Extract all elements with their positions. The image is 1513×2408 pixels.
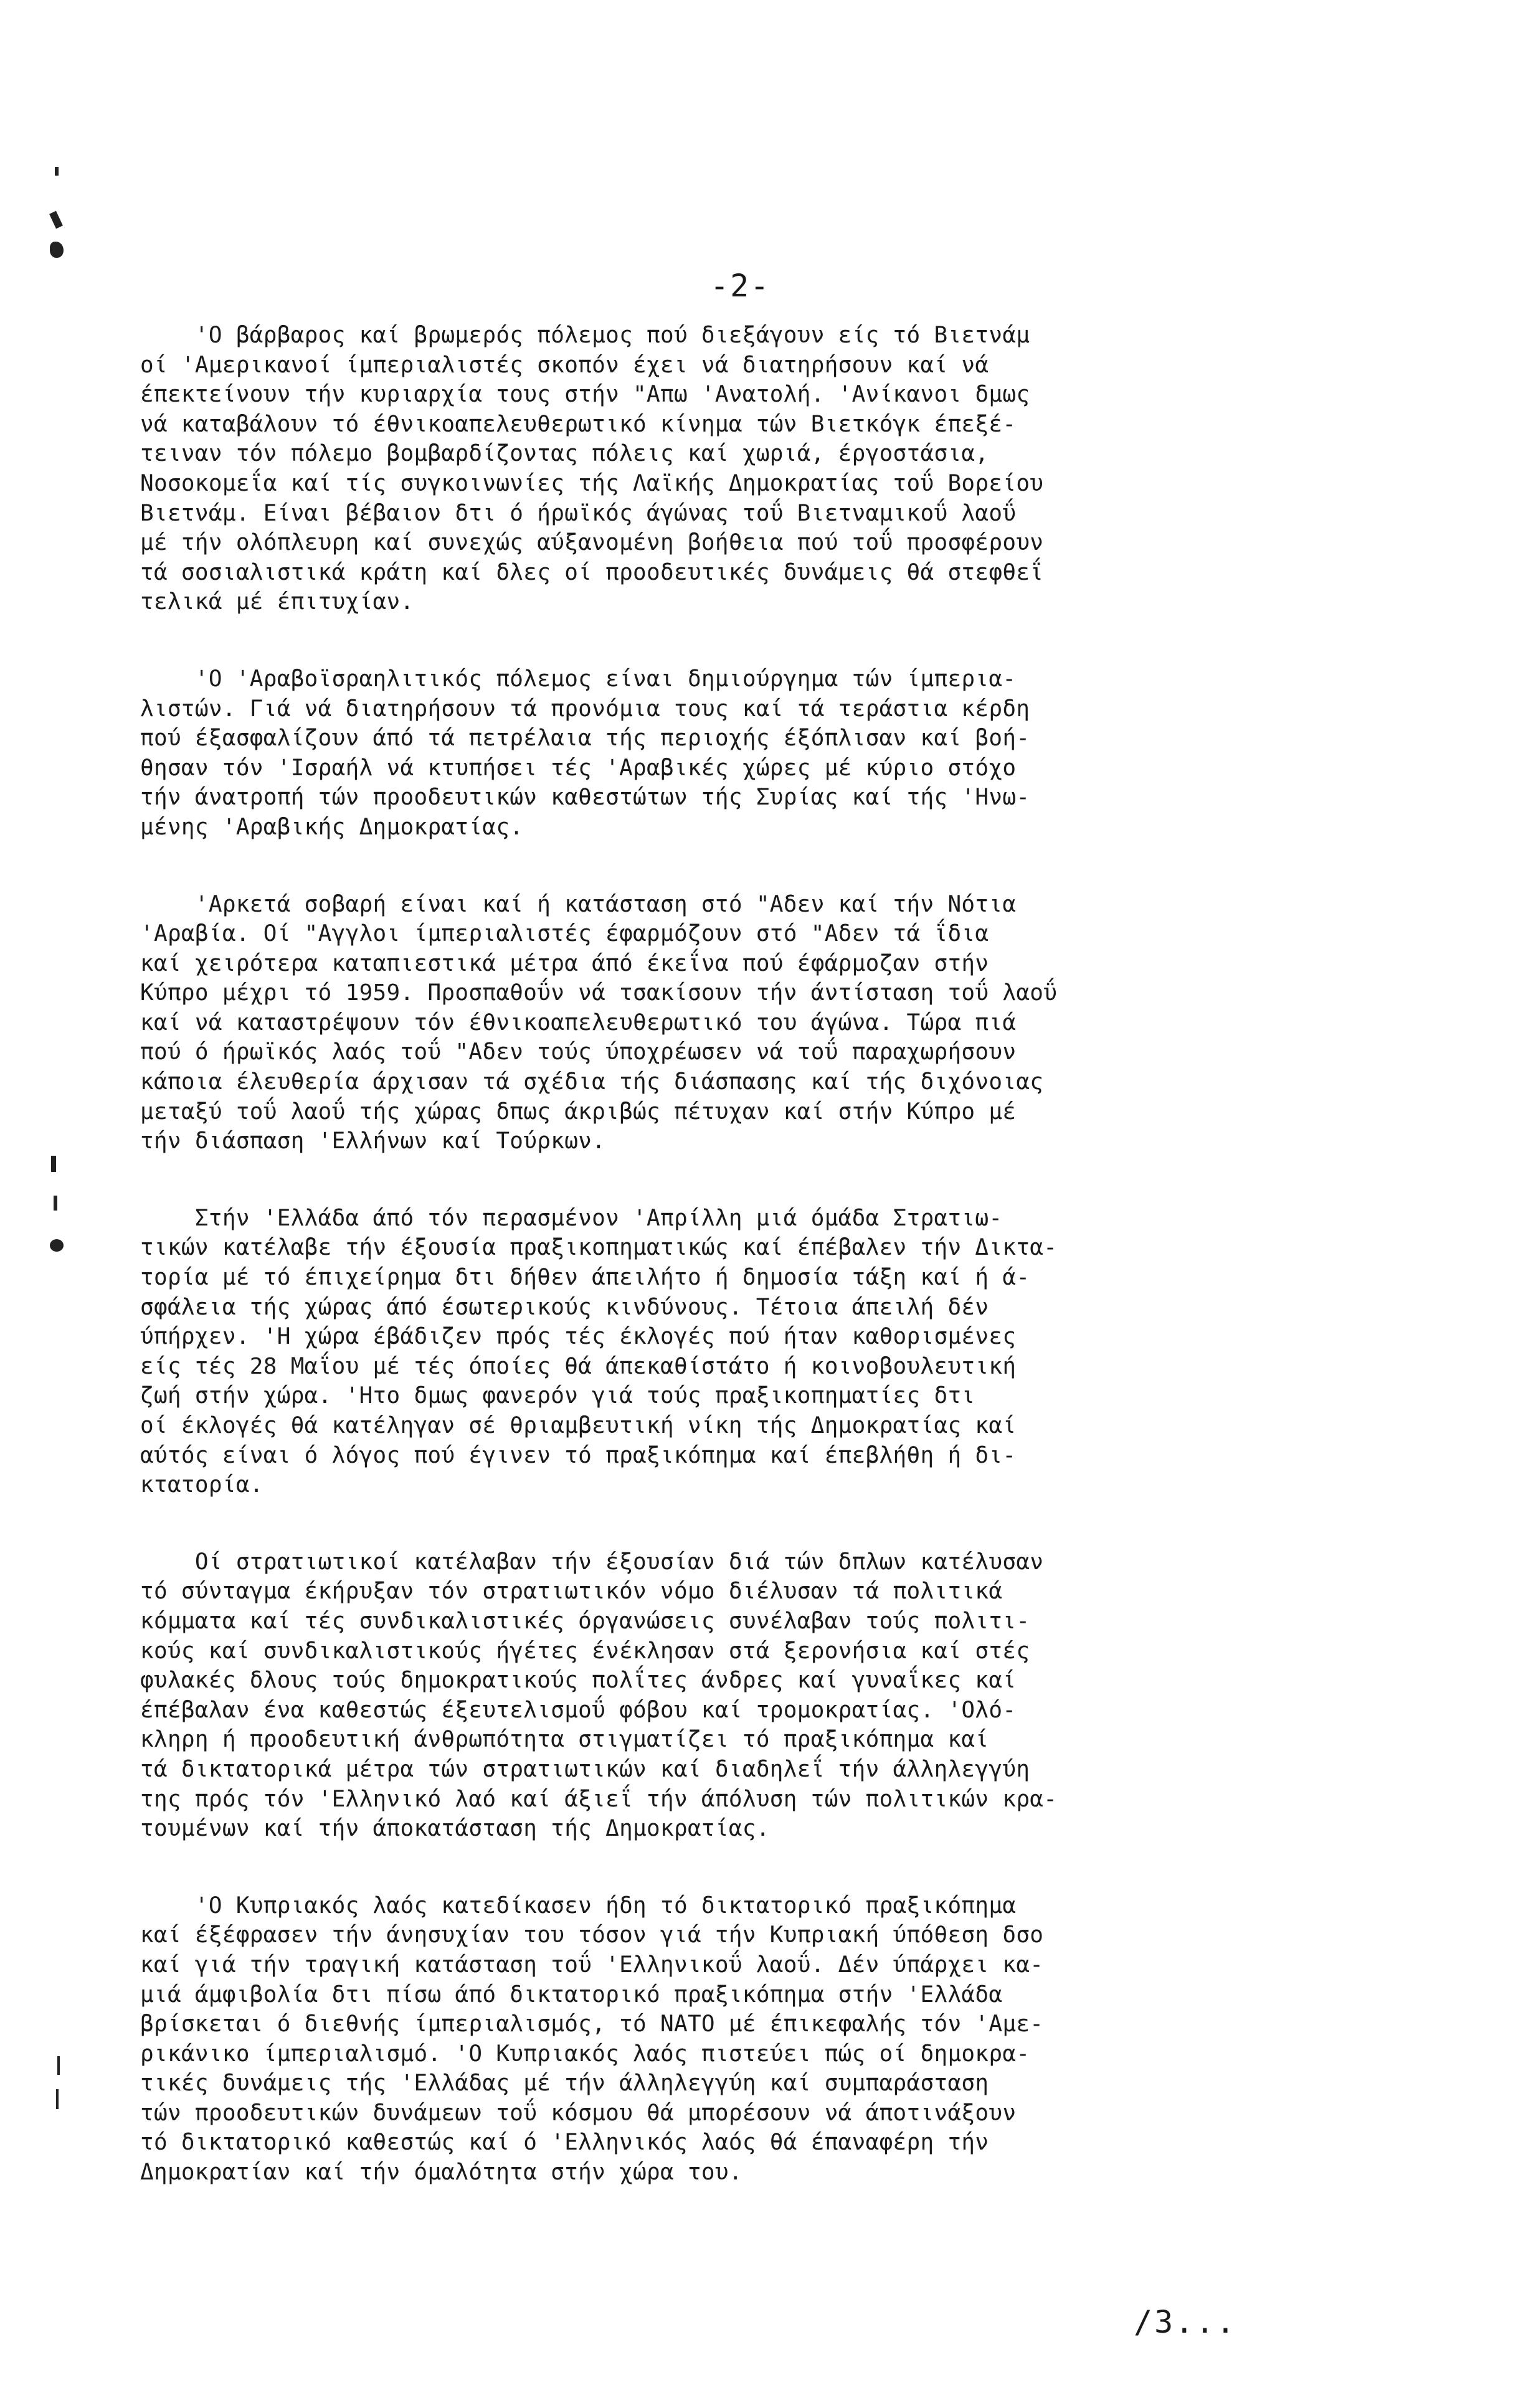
text-line: μέ τήν ολόπλευρη καί συνεχώς αύξανομένη βοήθεια πού τοΰ προσφέρουν [140,530,1044,556]
text-line: κούς καί συνδικαλιστικούς ήγέτες ένέκλησαν στά ξερονήσια καί στές [140,1638,1030,1664]
text-line: είς τές 28 Μαΐου μέ τές όποίες θά άπεκαθίστάτο ή κοινοβουλευτική [140,1353,1017,1379]
text-line: Δημοκρατίαν καί τήν όμαλότητα στήν χώρα του. [140,2160,742,2186]
text-line: 'Αραβία. Οί "Αγγλοι ίμπεριαλιστές έφαρμόζουν στό "Αδεν τά ΐδια [140,921,989,947]
text-line: αύτός είναι ό λόγος πού έγινεν τό πραξικόπημα καί έπεβλήθη ή δι- [140,1442,1017,1468]
text-line: λιστών. Γιά νά διατηρήσουν τά προνόμια τους καί τά τεράστια κέρδη [140,696,1030,722]
scan-artifact [54,1196,57,1211]
text-line: καί έξέφρασεν τήν άνησυχίαν του τόσον γιά τήν Κυπριακή ύπόθεση δσο [140,1922,1044,1948]
text-line: τά δικτατορικά μέτρα τών στρατιωτικών καί διαδηλεΐ τήν άλληλεγγύη [140,1756,1030,1782]
paragraph [140,321,1436,617]
scan-artifact [50,1239,64,1252]
text-line: τό δικτατορικό καθεστώς καί ό 'Ελληνικός λαός θά έπαναφέρη τήν [140,2130,989,2156]
text-line: σφάλεια τής χώρας άπό έσωτερικούς κινδύνους. Τέτοια άπειλή δέν [140,1294,989,1320]
paragraph [140,1547,1436,1844]
scan-artifact [55,167,59,176]
text-line: Κύπρο μέχρι τό 1959. Προσπαθοΰν νά τσακίσουν τήν άντίσταση τοΰ λαοΰ [140,980,1058,1006]
text-line: πού έξασφαλίζουν άπό τά πετρέλαια τής περιοχής έξόπλισαν καί βοή- [140,725,1030,752]
text-line: πού ό ήρωϊκός λαός τοΰ "Αδεν τούς ύποχρέωσεν νά τοΰ παραχωρήσουν [140,1039,1017,1065]
text-line: μιά άμφιβολία δτι πίσω άπό δικτατορικό πραξικόπημα στήν 'Ελλάδα [140,1981,1003,2008]
text-line: τήν άνατροπή τών προοδευτικών καθεστώτων τής Συρίας καί τής 'Ηνω- [140,785,1030,811]
text-line: τικές δυνάμεις τής 'Ελλάδας μέ τήν άλληλεγγύη καί συμπαράσταση [140,2070,989,2097]
paragraph [140,1891,1436,2188]
text-line: βρίσκεται ό διεθνής ίμπεριαλισμός, τό ΝΑΤΟ μέ έπικεφαλής τόν 'Αμε- [140,2011,1044,2037]
paragraph [140,1204,1436,1500]
text-line: μένης 'Αραβικής Δημοκρατίας. [140,814,524,840]
text-line: 'Αρκετά σοβαρή είναι καί ή κατάσταση στό "Αδεν καί τήν Νότια [140,891,1017,917]
text-line: καί χειρότερα καταπιεστικά μέτρα άπό έκεΐνα πού έφάρμοζαν στήν [140,950,989,976]
text-line: Βιετνάμ. Είναι βέβαιον δτι ό ήρωϊκός άγώνας τοΰ Βιετναμικοΰ λαοΰ [140,500,1017,526]
text-line: έπεκτείνουν τήν κυριαρχία τους στήν "Απω 'Ανατολή. 'Ανίκανοι δμως [140,382,1030,408]
text-line: τό σύνταγμα έκήρυξαν τόν στρατιωτικόν νόμο διέλυσαν τά πολιτικά [140,1579,1003,1605]
scan-artifact [51,1156,56,1172]
text-line: τελικά μέ έπιτυχίαν. [140,589,414,615]
document-body [140,321,1436,2235]
text-line: ζωή στήν χώρα. 'Ητο δμως φανερόν γιά τούς πραξικοπηματίες δτι [140,1383,975,1409]
continuation-marker: /3... [1134,2304,1237,2340]
text-line: μεταξύ τοΰ λαοΰ τής χώρας δπως άκριβώς πέτυχαν καί στήν Κύπρο μέ [140,1098,1017,1125]
text-line: τουμένων καί τήν άποκατάσταση τής Δημοκρατίας. [140,1816,770,1842]
scan-artifact [56,2089,59,2109]
text-line: φυλακές δλους τούς δημοκρατικούς πολΐτες άνδρες καί γυναΐκες καί [140,1668,1017,1694]
text-line: Νοσοκομεΐα καί τίς συγκοινωνίες τής Λαϊκής Δημοκρατίας τοΰ Βορείου [140,470,1044,496]
page-number: -2- [710,268,771,304]
text-line: τικών κατέλαβε τήν έξουσία πραξικοπηματικώς καί έπέβαλεν τήν Δικτα- [140,1235,1058,1261]
text-line: τά σοσιαλιστικά κράτη καί δλες οί προοδευτικές δυνάμεις θά στεφθεΐ [140,559,1044,585]
text-line: τειναν τόν πόλεμο βομβαρδίζοντας πόλεις καί χωριά, έργοστάσια, [140,441,989,467]
paragraph [140,890,1436,1156]
text-line: Οί στρατιωτικοί κατέλαβαν τήν έξουσίαν διά τών δπλων κατέλυσαν [140,1549,1044,1575]
text-line: 'Ο 'Αραβοϊσραηλιτικός πόλεμος είναι δημιούργημα τών ίμπερια- [140,666,1017,692]
scan-artifact [57,2056,60,2075]
text-line: θησαν τόν 'Ισραήλ νά κτυπήσει τές 'Αραβικές χώρες μέ κύριο στόχο [140,755,1017,781]
text-line: τήν διάσπαση 'Ελλήνων καί Τούρκων. [140,1128,606,1154]
text-line: τών προοδευτικών δυνάμεων τοΰ κόσμου θά μπορέσουν νά άποτινάξουν [140,2100,1017,2126]
text-line: οί 'Αμερικανοί ίμπεριαλιστές σκοπόν έχει νά διατηρήσουν καί νά [140,352,989,378]
text-line: κτατορία. [140,1472,263,1498]
text-line: έπέβαλαν ένα καθεστώς έξευτελισμοΰ φόβου καί τρομοκρατίας. 'Ολό- [140,1697,1017,1723]
text-line: καί νά καταστρέψουν τόν έθνικοαπελευθερωτικό του άγώνα. Τώρα πιά [140,1009,1017,1036]
text-line: τορία μέ τό έπιχείρημα δτι δήθεν άπειλήτο ή δημοσία τάξη καί ή ά- [140,1265,1030,1291]
text-line: κληρη ή προοδευτική άνθρωπότητα στιγματίζει τό πραξικόπημα καί [140,1727,989,1753]
text-line: ρικάνικο ίμπεριαλισμό. 'Ο Κυπριακός λαός πιστεύει πώς οί δημοκρα- [140,2041,1030,2067]
text-line: ύπήρχεν. 'Η χώρα έβάδιζεν πρός τές έκλογές πού ήταν καθορισμένες [140,1324,1017,1350]
text-line: 'Ο βάρβαρος καί βρωμερός πόλεμος πού διεξάγουν είς τό Βιετνάμ [140,323,1030,348]
text-line: 'Ο Κυπριακός λαός κατεδίκασεν ήδη τό δικτατορικό πραξικόπημα [140,1892,1017,1919]
text-line: καί γιά τήν τραγική κατάσταση τοΰ 'Ελληνικοΰ λαοΰ. Δέν ύπάρχει κα- [140,1952,1044,1978]
scan-artifact [49,211,63,229]
scan-artifact [50,242,64,258]
text-line: οί έκλογές θά κατέληγαν σέ θριαμβευτική νίκη τής Δημοκρατίας καί [140,1413,1017,1438]
text-line: της πρός τόν 'Ελληνικό λαό καί άξιεΐ τήν άπόλυση τών πολιτικών κρα- [140,1786,1058,1812]
paragraph [140,664,1436,843]
text-line: νά καταβάλουν τό έθνικοαπελευθερωτικό κίνημα τών Βιετκόγκ έπεξέ- [140,411,1017,437]
text-line: κόμματα καί τές συνδικαλιστικές όργανώσεις συνέλαβαν τούς πολιτι- [140,1608,1030,1634]
text-line: Στήν 'Ελλάδα άπό τόν περασμένον 'Απρίλλη μιά όμάδα Στρατιω- [140,1205,1003,1231]
text-line: κάποια έλευθερία άρχισαν τά σχέδια τής διάσπασης καί τής διχόνοιας [140,1069,1044,1095]
